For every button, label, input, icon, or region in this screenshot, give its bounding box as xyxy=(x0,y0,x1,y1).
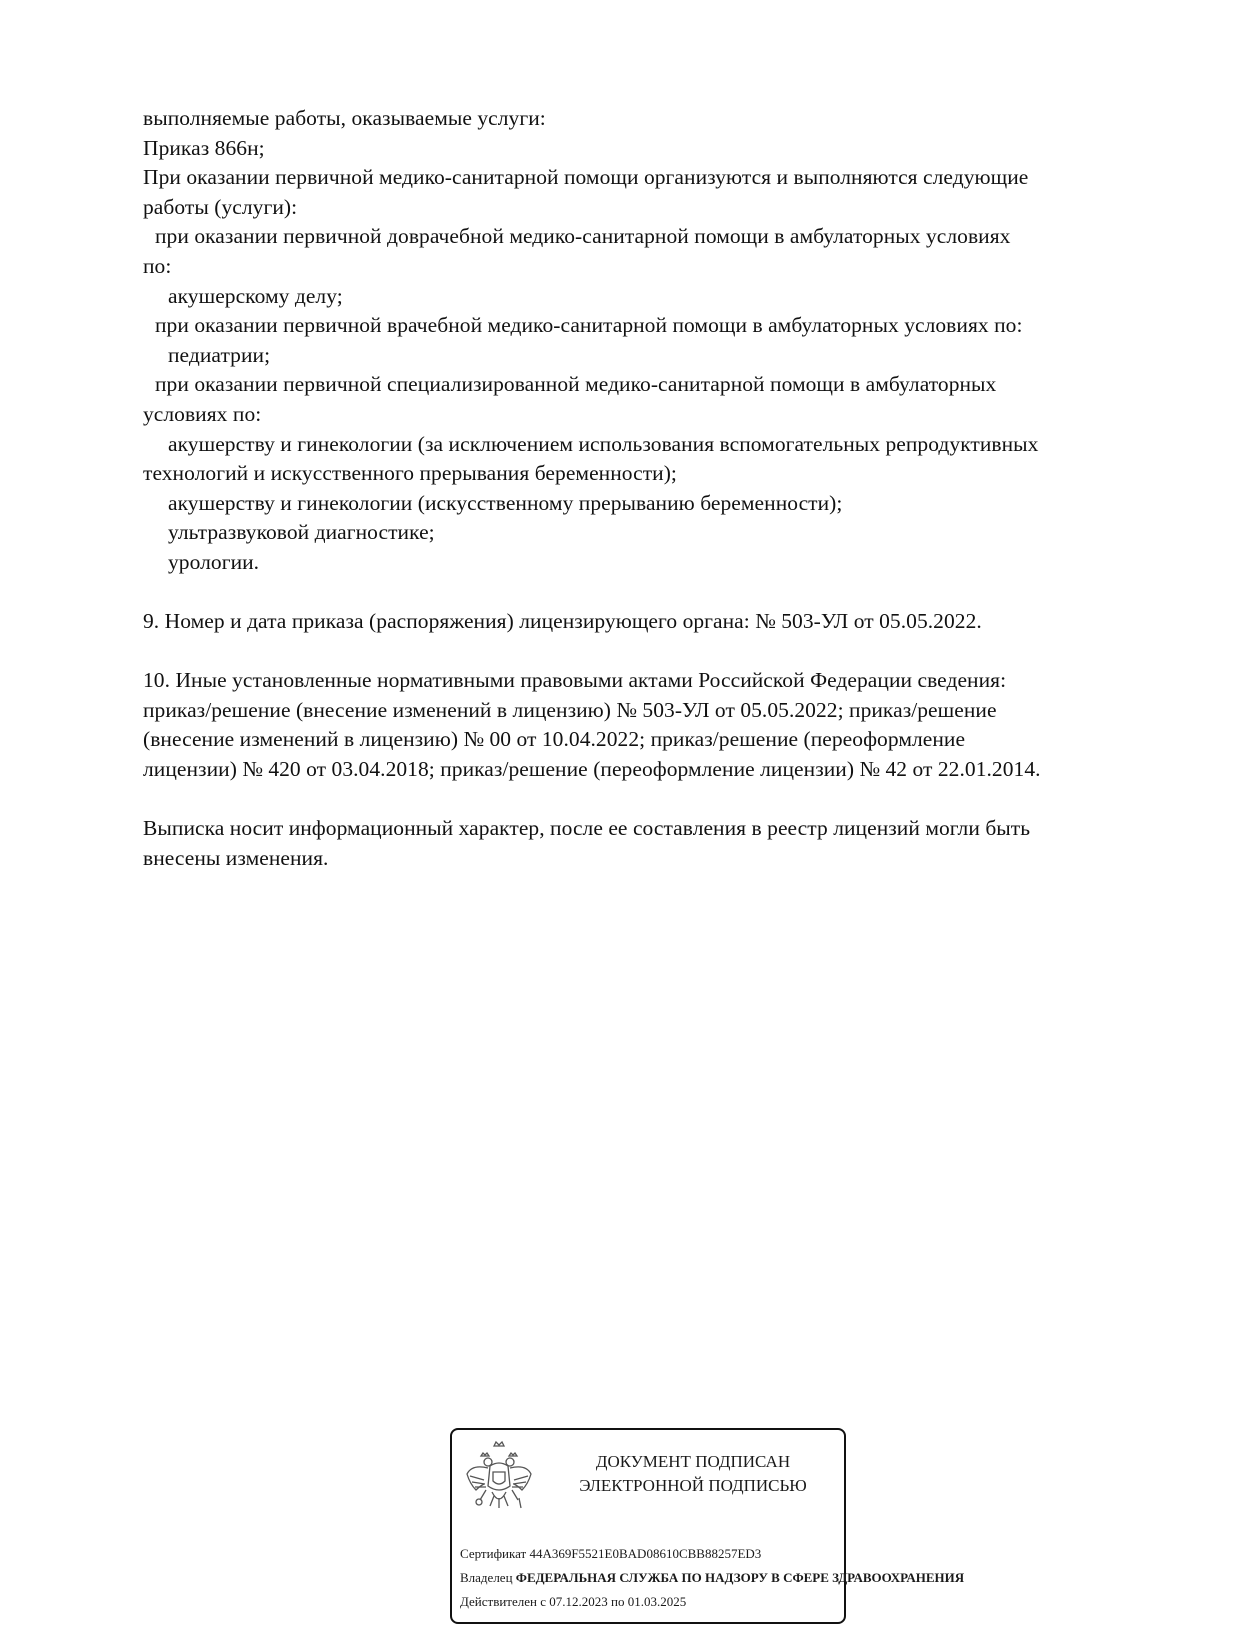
text-line: акушерскому делу; xyxy=(168,283,343,308)
coat-of-arms-icon xyxy=(464,1440,534,1522)
text-line: акушерству и гинекологии (искусственному прерыванию беременности); xyxy=(168,490,843,515)
owner-value: ФЕДЕРАЛЬНАЯ СЛУЖБА ПО НАДЗОРУ В СФЕРЕ ЗДРАВООХРАНЕНИЯ xyxy=(515,1570,965,1585)
text-line: работы (услуги): xyxy=(143,194,298,219)
other-info-line: (внесение изменений в лицензию) № 00 от 10.04.2022; приказ/решение (переоформление xyxy=(143,727,966,752)
text-line: педиатрии; xyxy=(168,342,271,367)
certificate-label: Сертификат xyxy=(460,1546,527,1561)
text-line: при оказании первичной доврачебной медико-санитарной помощи в амбулаторных условиях xyxy=(155,224,1011,249)
other-info-line: 10. Иные установленные нормативными правовыми актами Российской Федерации сведения: xyxy=(143,668,1007,693)
text-line: технологий и искусственного прерывания беременности); xyxy=(143,461,677,486)
paragraph-gap xyxy=(143,785,1163,815)
owner-row xyxy=(460,1566,965,1590)
text-line: акушерству и гинекологии (за исключением использования вспомогательных репродуктивных xyxy=(168,431,1039,456)
certificate-value: 44A369F5521E0BAD08610CBB88257ED3 xyxy=(529,1546,762,1561)
text-line: ультразвуковой диагностике; xyxy=(168,520,435,545)
license-order-line: 9. Номер и дата приказа (распоряжения) лицензирующего органа: № 503-УЛ от 05.05.2022. xyxy=(143,609,982,634)
text-line: Приказ 866н; xyxy=(143,135,265,160)
text-line: при оказании первичной врачебной медико-санитарной помощи в амбулаторных условиях по: xyxy=(155,313,1023,338)
owner-label: Владелец xyxy=(460,1570,513,1585)
text-line: условиях по: xyxy=(143,401,262,426)
text-line: При оказании первичной медико-санитарной помощи организуются и выполняются следующие xyxy=(143,165,1029,190)
disclaimer-line: внесены изменения. xyxy=(143,845,329,870)
stamp-details xyxy=(460,1542,965,1614)
document-body xyxy=(143,104,1163,873)
text-line: при оказании первичной специализированной медико-санитарной помощи в амбулаторных xyxy=(155,372,997,397)
text-line: по: xyxy=(143,253,172,278)
signature-stamp xyxy=(450,1428,965,1624)
stamp-title-line: ЭЛЕКТРОННОЙ ПОДПИСЬЮ xyxy=(579,1476,807,1495)
disclaimer-line: Выписка носит информационный характер, после ее составления в реестр лицензий могли быть xyxy=(143,816,1031,841)
text-line: выполняемые работы, оказываемые услуги: xyxy=(143,106,546,130)
stamp-title xyxy=(548,1450,838,1498)
other-info-line: приказ/решение (внесение изменений в лицензию) № 503-УЛ от 05.05.2022; приказ/решение xyxy=(143,697,997,722)
text-line: урологии. xyxy=(168,549,260,574)
paragraph-gap xyxy=(143,578,1163,608)
paragraph-gap xyxy=(143,637,1163,667)
validity-row: Действителен с 07.12.2023 по 01.03.2025 xyxy=(460,1594,687,1609)
other-info-line: лицензии) № 420 от 03.04.2018; приказ/решение (переоформление лицензии) № 42 от 22.01.2014. xyxy=(143,757,1041,782)
certificate-row xyxy=(460,1542,880,1566)
stamp-title-line: ДОКУМЕНТ ПОДПИСАН xyxy=(595,1452,791,1471)
